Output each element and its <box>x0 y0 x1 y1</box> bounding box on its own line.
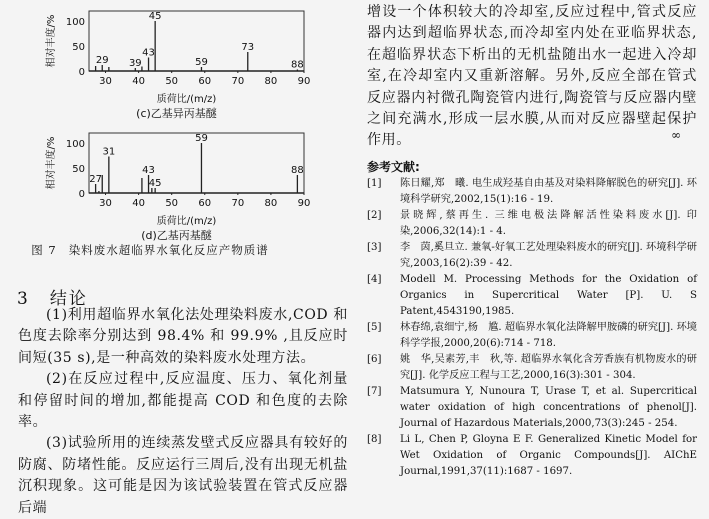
conclusion-body <box>18 305 348 519</box>
x-tick-label: 50 <box>165 76 179 87</box>
reference-text: 景晓辉,蔡再生. 三维电极法降解活性染料废水[J]. 印染,2006,32(14):1 - 4. <box>400 210 697 237</box>
end-mark-icon: ∞ <box>671 128 681 142</box>
peak-label: 29 <box>95 55 109 66</box>
reference-text: Li L, Chen P, Gloyna E F. Generalized Kinetic Model for Wet Oxidation of Organic Compounds[J]. AIChE Journal,1991,37(11):1687 - 1697. <box>400 434 697 477</box>
reference-number: [4] <box>367 274 382 285</box>
reference-text: 姚 华,吴素芳,丰 秋,等. 超临界水氧化含芳香族有机物废水的研究[J]. 化学反应工程与工艺,2000,16(3):301 - 304. <box>400 354 697 381</box>
reference-item <box>367 320 697 352</box>
reference-text: 林春绵,袁细宁,杨 尴. 超临界水氧化法降解甲胺磷的研究[J]. 环境科学学报,2000,20(6):714 - 718. <box>400 322 697 349</box>
y-tick-label: 100 <box>65 17 85 28</box>
reference-number: [2] <box>367 210 382 221</box>
peak-label: 31 <box>102 146 116 158</box>
x-tick-label: 40 <box>132 76 145 87</box>
x-tick-label: 80 <box>264 76 278 87</box>
peak-label: 73 <box>241 42 255 53</box>
peak-label: 45 <box>148 178 162 189</box>
x-tick-label: 30 <box>99 198 112 209</box>
figure-caption-text: 染料废水超临界水氧化反应产物质谱 <box>68 243 269 257</box>
y-tick-label: 50 <box>72 164 85 175</box>
reference-item <box>367 240 697 272</box>
x-axis-label: 质荷比/(m/z) <box>156 216 217 227</box>
peak-label: 59 <box>195 57 208 68</box>
conclusion-continuation <box>367 2 697 152</box>
y-tick-label: 0 <box>78 189 85 200</box>
peak-label: 88 <box>291 59 304 71</box>
section-number: 3 <box>17 289 30 309</box>
reference-number: [6] <box>367 354 382 365</box>
peak-label: 43 <box>142 47 155 59</box>
peak-label: 45 <box>148 11 162 22</box>
reference-text: 陈日耀,郑 曦. 电生成羟基自由基及对染料降解脱色的研究[J]. 环境科学研究,2002,15(1):16 - 19. <box>400 178 697 205</box>
mass-spectrum-chart-d <box>0 122 340 246</box>
reference-item <box>367 208 697 240</box>
x-tick-label: 90 <box>297 76 311 87</box>
peak-label: 27 <box>89 174 102 185</box>
peak-label: 39 <box>128 58 142 69</box>
x-tick-label: 50 <box>165 198 179 209</box>
figure-caption <box>0 242 300 258</box>
x-tick-label: 70 <box>231 76 245 87</box>
peak-label: 88 <box>291 165 304 176</box>
reference-text: Modell M. Processing Methods for the Oxidation of Organics in Supercritical Water [P]. U. S Patent,4543190,1985. <box>400 274 697 317</box>
x-tick-label: 60 <box>198 198 212 209</box>
y-tick-label: 0 <box>78 67 85 78</box>
x-tick-label: 80 <box>264 198 278 209</box>
reference-text: 李 茵,奚旦立. 兼氧-好氧工艺处理染料废水的研究[J]. 环境科学研究,2003,16(2):39 - 42. <box>400 242 697 269</box>
peak-label: 59 <box>195 133 208 144</box>
chart-c-svg <box>0 0 340 124</box>
references-list <box>367 176 697 480</box>
section-title: 结论 <box>49 289 88 309</box>
chart-title: (c)乙基异丙基醚 <box>136 107 217 120</box>
reference-number: [5] <box>367 322 382 333</box>
y-axis-label: 相对丰度/% <box>46 14 57 68</box>
x-axis-label: 质荷比/(m/z) <box>156 94 217 105</box>
y-tick-label: 100 <box>65 139 85 150</box>
conclusion-paragraph-1: (1)利用超临界水氧化法处理染料废水,COD 和色度去除率分别达到 98.4% 和 99.9% ,且反应时间短(35 s),是一种高效的染料废水处理方法。 <box>18 307 348 366</box>
chart-d-svg <box>0 122 340 246</box>
reference-item <box>367 272 697 320</box>
mass-spectrum-chart-c <box>0 0 340 124</box>
reference-item <box>367 384 697 432</box>
x-tick-label: 90 <box>297 198 311 209</box>
x-tick-label: 60 <box>198 76 212 87</box>
references-title: 参考文献: <box>367 160 420 174</box>
reference-number: [1] <box>367 178 382 189</box>
reference-text: Matsumura Y, Nunoura T, Urase T, et al. Supercritical water oxidation of high concentrations of phenol[J]. Journal of Hazardous Materials,2000,73(3):245 - 254. <box>400 386 697 429</box>
reference-number: [3] <box>367 242 382 253</box>
y-axis-label: 相对丰度/% <box>46 136 57 190</box>
reference-item <box>367 352 697 384</box>
x-tick-label: 40 <box>132 198 145 209</box>
y-tick-label: 50 <box>72 42 85 53</box>
x-tick-label: 70 <box>231 198 245 209</box>
conclusion-paragraph-2: (2)在反应过程中,反应温度、压力、氧化剂量和停留时间的增加,都能提高 COD 和色度的去除率。 <box>18 371 348 431</box>
conclusion-paragraph-3: (3)试验所用的连续蒸发壁式反应器具有较好的防腐、防堵性能。反应运行三周后,没有出现无机盐沉积现象。这可能是因为该试验装置在管式反应器后端 <box>18 435 348 516</box>
peak-label: 43 <box>142 165 155 176</box>
reference-item <box>367 176 697 208</box>
continuation-paragraph: 增设一个体积较大的冷却室,反应过程中,管式反应器内达到超临界状态,而冷却室内处在亚临界状态,在超临界状态下析出的无机盐随出水一起进入冷却室,在冷却室内又重新溶解。另外,反应全部在管式反应器内衬微孔陶瓷管内进行,陶瓷管与反应器内壁之间充满水,形成一层水膜,从而对反应器壁起保护作用。 <box>367 4 697 149</box>
figure-number: 图 7 <box>31 243 57 257</box>
reference-number: [8] <box>367 434 382 445</box>
reference-item <box>367 432 697 480</box>
reference-number: [7] <box>367 386 382 397</box>
chart-title: (d)乙基丙基醚 <box>141 229 212 242</box>
x-tick-label: 30 <box>99 76 112 87</box>
